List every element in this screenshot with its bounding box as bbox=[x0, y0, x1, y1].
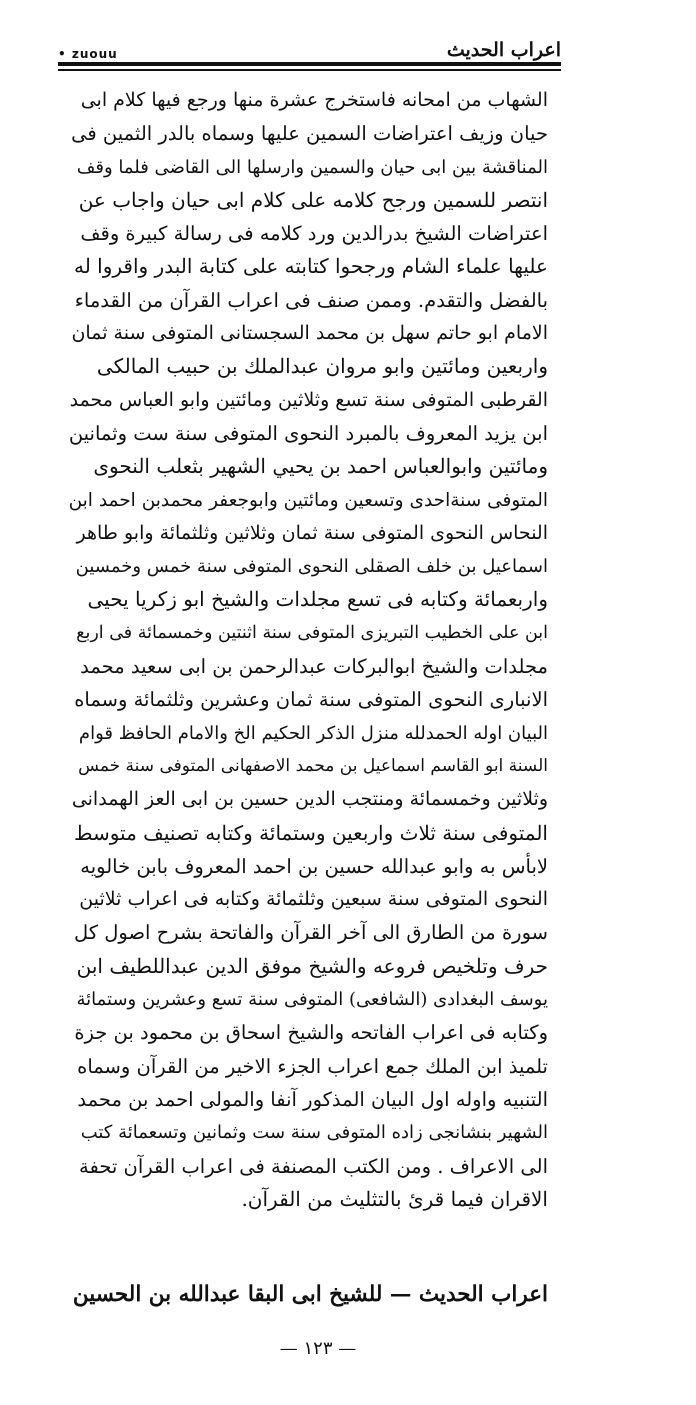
text-line: عليها علماء الشام ورجحوا كتابته على كتابة البدر واقروا له bbox=[73, 254, 548, 279]
text-line: الشهاب من امحانه فاستخرج عشرة منها ورجع فيها كلام ابى bbox=[80, 89, 548, 111]
text-line: النحاس النحوى المتوفى سنة ثمان وثلاثين وثلثمائة وابو طاهر bbox=[76, 521, 548, 544]
text-line: حرف وتلخيص فروعه والشيخ موفق الدين عبداللطيف ابن bbox=[76, 953, 548, 978]
text-line: المناقشة بين ابى حيان والسمين وارسلها الى القاضى فلما وقف bbox=[76, 156, 548, 178]
header-rule-thick bbox=[58, 62, 561, 66]
text-line: يوسف البغدادى (الشافعى) المتوفى سنة تسع وعشرين وستمائة bbox=[76, 989, 548, 1011]
text-line: السنة ابو القاسم اسماعيل بن محمد الاصفهانى المتوفى سنة خمس bbox=[78, 755, 548, 776]
text-line: الشهير بنشانجى زاده المتوفى سنة ست وثمانين وتسعمائة كتب bbox=[80, 1122, 548, 1144]
running-head-left: • zuouu bbox=[58, 47, 118, 61]
text-line: الى الاعراف . ومن الكتب المصنفة فى اعراب القرآن تحفة bbox=[79, 1154, 548, 1178]
text-line: المتوفى سنةاحدى وتسعين ومائتين وابوجعفر محمدبن احمد ابن bbox=[68, 489, 548, 511]
text-line: اسماعيل بن خلف الصقلى النحوى المتوفى سنة خمس وخمسين bbox=[75, 556, 548, 578]
text-line: انتصر للسمين ورجح كلامه على كلام ابى حيان واجاب عن bbox=[78, 187, 548, 212]
text-line: حيان وزيف اعتراضات السمين عليها وسماه بالدر الثمين فى bbox=[71, 122, 548, 146]
text-line: مجلدات والشيخ ابوالبركات عبدالرحمن بن ابى سعيد محمد bbox=[80, 655, 548, 679]
body-text bbox=[70, 84, 548, 1216]
text-line: وثلاثين وخمسمائة ومنتجب الدين حسين بن ابى العز الهمدانى bbox=[71, 788, 548, 811]
section-heading: اعراب الحديث — للشيخ ابى البقا عبدالله بن الحسين bbox=[72, 1282, 548, 1307]
page-number: — ١٢٣ — bbox=[279, 1338, 357, 1359]
text-line: ابن على الخطيب التبريزى المتوفى سنة اثنتين وخمسمائة فى اربع bbox=[76, 622, 548, 643]
text-line: البيان اوله الحمدلله منزل الذكر الحكيم الخ والامام الحافظ قوام bbox=[78, 722, 548, 744]
text-line: اعتراضات الشيخ بدرالدين ورد كلامه فى رسالة كبيرة وقف bbox=[80, 222, 548, 246]
text-line: الانبارى النحوى المتوفى سنة ثمان وعشرين وثلثمائة وسماه bbox=[74, 688, 548, 712]
running-head-title: اعراب الحديث bbox=[446, 39, 561, 61]
text-line: واربعين ومائتين وابو مروان عبدالملك بن حبيب المالكى bbox=[96, 354, 548, 379]
header-rule-thin bbox=[58, 69, 561, 71]
text-line: التنبيه واوله اول البيان المذكور آنفا والمولى احمد بن محمد bbox=[77, 1087, 548, 1111]
text-line: سورة من الطارق الى آخر القرآن والفاتحة بشرح اصول كل bbox=[73, 921, 548, 945]
text-line: تلميذ ابن الملك جمع اعراب الجزء الاخير من القرآن وسماه bbox=[77, 1054, 548, 1078]
text-line: النحوى المتوفى سنة سبعين وثلثمائة وكتابه فى اعراب ثلاثين bbox=[79, 888, 548, 911]
text-line: لابأس به وابو عبدالله حسين بن احمد المعروف بابن خالويه bbox=[80, 854, 548, 878]
text-line: ابن يزيد المعروف بالمبرد النحوى المتوفى سنة ست وثمانين bbox=[68, 421, 548, 445]
text-line: الاقران فيما قرئ بالتثليث من القرآن. bbox=[241, 1186, 548, 1211]
running-head bbox=[58, 35, 561, 61]
text-line: الامام ابو حاتم سهل بن محمد السجستانى المتوفى سنة ثمان bbox=[71, 322, 548, 345]
text-line: المتوفى سنة ثلاث واربعين وستمائة وكتابه تصنيف متوسط bbox=[73, 820, 548, 845]
text-line: وكتابه فى اعراب الفاتحه والشيخ اسحاق بن محمود بن جزة bbox=[74, 1021, 548, 1045]
text-line: بالفضل والتقدم. وممن صنف فى اعراب القرآن من القدماء bbox=[74, 288, 548, 312]
text-line: ومائتين وابوالعباس احمد بن يحيي الشهير بثعلب النحوى bbox=[93, 454, 548, 479]
text-line: القرطبى المتوفى سنة تسع وثلاثين ومائتين وابو العباس محمد bbox=[69, 388, 548, 411]
text-line: واربعمائة وكتابه فى تسع مجلدات والشيخ ابو زكريا يحيى bbox=[87, 587, 548, 612]
